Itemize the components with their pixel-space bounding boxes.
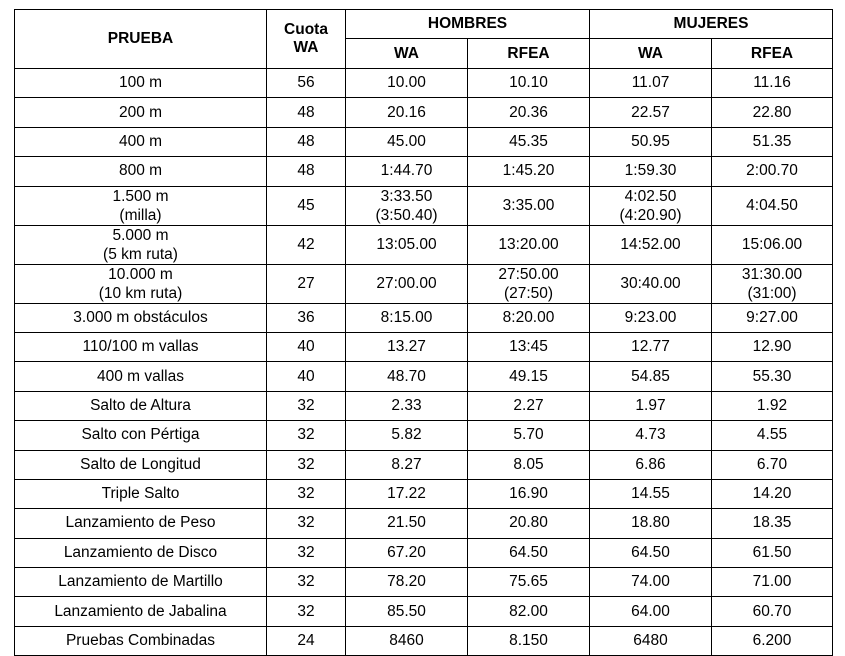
event-cell-line: 800 m — [118, 162, 163, 180]
women-wa-cell — [590, 538, 712, 567]
men-rfea-cell-line: 82.00 — [509, 602, 548, 620]
women-wa-cell-line: 64.50 — [631, 543, 670, 561]
women-rfea-cell — [712, 69, 833, 98]
men-rfea-cell-line: 8.05 — [513, 455, 544, 473]
women-rfea-cell — [712, 450, 833, 479]
event-cell — [15, 332, 267, 361]
men-wa-cell-line: 78.20 — [387, 573, 426, 591]
men-wa-cell-line: 67.20 — [387, 543, 426, 561]
men-wa-cell-line: 2.33 — [391, 396, 422, 414]
quota-cell: 48 — [267, 98, 346, 127]
women-wa-cell — [590, 225, 712, 264]
men-wa-cell-line: 48.70 — [387, 367, 426, 385]
quota-cell: 32 — [267, 450, 346, 479]
women-rfea-cell — [712, 98, 833, 127]
men-rfea-cell — [468, 421, 590, 450]
event-cell-line: Lanzamiento de Jabalina — [54, 602, 227, 620]
event-cell-line: 110/100 m vallas — [82, 338, 199, 356]
quota-cell: 32 — [267, 391, 346, 420]
men-rfea-cell — [468, 362, 590, 391]
quota-cell: 27 — [267, 264, 346, 303]
men-rfea-cell — [468, 225, 590, 264]
women-rfea-cell-line: 12.90 — [752, 338, 792, 356]
women-wa-cell — [590, 509, 712, 538]
women-wa-cell — [590, 127, 712, 156]
women-wa-cell — [590, 157, 712, 186]
men-wa-cell-line: 3:33.50 — [380, 187, 433, 205]
men-rfea-cell-line: 2.27 — [513, 396, 544, 414]
men-rfea-cell-line: 13:45 — [509, 338, 548, 356]
event-cell-line: 400 m vallas — [96, 367, 184, 385]
women-wa-cell-line: 74.00 — [631, 573, 670, 591]
men-rfea-cell — [468, 303, 590, 332]
men-wa-cell — [346, 98, 468, 127]
women-rfea-cell-line: 14.20 — [752, 485, 792, 503]
quota-cell: 32 — [267, 568, 346, 597]
quota-cell: 48 — [267, 157, 346, 186]
women-wa-cell-line: 30:40.00 — [620, 275, 681, 293]
table-body — [15, 69, 833, 656]
women-rfea-cell — [712, 391, 833, 420]
event-cell-line: (10 km ruta) — [98, 284, 183, 302]
men-wa-cell — [346, 597, 468, 626]
men-rfea-cell-line: 8:20.00 — [502, 308, 555, 326]
men-rfea-cell — [468, 69, 590, 98]
event-cell — [15, 421, 267, 450]
women-rfea-cell-line: 2:00.70 — [746, 162, 798, 180]
event-cell-line: 400 m — [118, 132, 163, 150]
women-wa-cell-line: 11.07 — [631, 74, 670, 92]
men-wa-cell — [346, 69, 468, 98]
men-wa-cell-line: 10.00 — [387, 74, 426, 92]
women-rfea-cell-line: 1.92 — [756, 396, 788, 414]
table-row — [15, 225, 833, 264]
women-wa-cell-line: 4:02.50 — [624, 187, 677, 205]
event-cell-line: Lanzamiento de Peso — [65, 514, 216, 532]
event-cell-line: Pruebas Combinadas — [65, 632, 216, 650]
men-rfea-cell — [468, 391, 590, 420]
table-row — [15, 538, 833, 567]
men-wa-cell-line: 21.50 — [387, 514, 426, 532]
women-wa-cell — [590, 69, 712, 98]
women-rfea-cell — [712, 225, 833, 264]
men-rfea-cell — [468, 186, 590, 225]
women-rfea-cell-line: 11.16 — [753, 74, 791, 92]
event-cell — [15, 450, 267, 479]
women-wa-cell-line: 50.95 — [631, 132, 670, 150]
men-rfea-cell-line: 8.150 — [509, 632, 548, 650]
event-cell-line: 3.000 m obstáculos — [73, 308, 208, 326]
table-row — [15, 626, 833, 655]
table-row — [15, 157, 833, 186]
women-wa-cell — [590, 98, 712, 127]
men-rfea-cell-line: 75.65 — [509, 573, 548, 591]
women-rfea-cell — [712, 127, 833, 156]
women-rfea-cell — [712, 538, 833, 567]
men-rfea-cell — [468, 538, 590, 567]
table-row — [15, 479, 833, 508]
women-rfea-cell-line: 9:27.00 — [746, 308, 798, 326]
women-rfea-cell — [712, 597, 833, 626]
event-cell — [15, 626, 267, 655]
table-row — [15, 568, 833, 597]
quota-cell: 32 — [267, 597, 346, 626]
men-wa-cell-line: 45.00 — [387, 132, 426, 150]
header-event-label: PRUEBA — [107, 30, 174, 47]
men-wa-cell — [346, 421, 468, 450]
header-men-label: HOMBRES — [427, 15, 508, 32]
men-rfea-cell — [468, 98, 590, 127]
men-rfea-cell — [468, 626, 590, 655]
women-rfea-cell — [712, 568, 833, 597]
men-wa-cell-line: (3:50.40) — [375, 206, 438, 224]
event-cell — [15, 568, 267, 597]
women-wa-cell-line: 54.85 — [631, 367, 670, 385]
men-wa-cell — [346, 391, 468, 420]
women-rfea-cell — [712, 332, 833, 361]
table-row — [15, 98, 833, 127]
women-rfea-cell — [712, 157, 833, 186]
women-rfea-cell — [712, 626, 833, 655]
event-cell — [15, 157, 267, 186]
men-wa-cell — [346, 626, 468, 655]
event-cell-line: Salto de Altura — [90, 396, 191, 414]
event-cell-line: Lanzamiento de Martillo — [58, 573, 223, 591]
event-cell — [15, 225, 267, 264]
men-wa-cell — [346, 568, 468, 597]
table-row — [15, 264, 833, 303]
table-row — [15, 421, 833, 450]
men-wa-cell-line: 8.27 — [391, 455, 422, 473]
men-rfea-cell-line: 1:45.20 — [502, 162, 555, 180]
event-cell-line: (milla) — [119, 206, 162, 224]
men-rfea-cell-line: 27:50.00 — [498, 265, 559, 283]
men-wa-cell — [346, 264, 468, 303]
women-rfea-cell-line: 71.00 — [752, 573, 792, 591]
event-cell — [15, 186, 267, 225]
table-row — [15, 597, 833, 626]
header-men — [346, 10, 590, 39]
header-quota-line2: WA — [293, 39, 319, 56]
event-cell-line: 5.000 m — [112, 226, 169, 244]
event-cell-line: Lanzamiento de Disco — [63, 543, 218, 561]
women-wa-cell — [590, 626, 712, 655]
women-rfea-cell-line: 55.30 — [752, 367, 792, 385]
men-rfea-cell-line: 16.90 — [509, 485, 548, 503]
men-wa-cell-line: 1:44.70 — [380, 162, 433, 180]
table-row — [15, 450, 833, 479]
men-rfea-cell-line: 49.15 — [509, 367, 548, 385]
men-wa-cell-line: 13:05.00 — [376, 236, 437, 254]
header-women — [590, 10, 833, 39]
women-wa-cell — [590, 186, 712, 225]
women-rfea-cell-line: 6.200 — [752, 632, 792, 650]
women-rfea-cell — [712, 303, 833, 332]
men-rfea-cell-line: 45.35 — [509, 132, 548, 150]
men-rfea-cell-line: 64.50 — [509, 543, 548, 561]
men-rfea-cell-line: (27:50) — [503, 284, 554, 302]
women-rfea-cell-line: 60.70 — [752, 602, 792, 620]
men-rfea-cell — [468, 597, 590, 626]
quota-cell: 32 — [267, 538, 346, 567]
men-rfea-cell-line: 20.36 — [509, 103, 548, 121]
women-wa-cell-line: 22.57 — [631, 103, 670, 121]
header-quota — [267, 10, 346, 69]
women-rfea-cell-line: 6.70 — [756, 455, 788, 473]
men-wa-cell — [346, 538, 468, 567]
women-rfea-cell-line: 61.50 — [752, 543, 792, 561]
men-rfea-cell — [468, 264, 590, 303]
event-cell — [15, 264, 267, 303]
event-cell-line: (5 km ruta) — [103, 245, 178, 263]
quota-cell: 32 — [267, 509, 346, 538]
women-rfea-cell-line: 15:06.00 — [741, 236, 803, 254]
men-wa-cell-line: 17.22 — [387, 485, 426, 503]
men-rfea-cell — [468, 332, 590, 361]
men-rfea-cell-line: 20.80 — [509, 514, 548, 532]
women-wa-cell — [590, 362, 712, 391]
header-men-wa: WA — [346, 39, 468, 69]
men-wa-cell-line: 8460 — [389, 632, 424, 650]
table-row — [15, 127, 833, 156]
women-wa-cell-line: 1.97 — [635, 396, 666, 414]
table-row — [15, 186, 833, 225]
event-cell-line: 10.000 m — [108, 265, 173, 283]
men-wa-cell-line: 27:00.00 — [376, 275, 437, 293]
men-rfea-cell — [468, 127, 590, 156]
men-rfea-cell — [468, 509, 590, 538]
men-wa-cell — [346, 332, 468, 361]
table-row — [15, 303, 833, 332]
header-women-rfea: RFEA — [712, 39, 833, 69]
women-rfea-cell-line: 22.80 — [752, 103, 792, 121]
quota-cell: 36 — [267, 303, 346, 332]
event-cell — [15, 127, 267, 156]
women-wa-cell-line: 64.00 — [631, 602, 670, 620]
women-wa-cell — [590, 597, 712, 626]
header-women-wa: WA — [590, 39, 712, 69]
women-wa-cell — [590, 332, 712, 361]
header-men-rfea: RFEA — [468, 39, 590, 69]
men-wa-cell — [346, 157, 468, 186]
men-wa-cell — [346, 450, 468, 479]
men-rfea-cell-line: 3:35.00 — [502, 197, 555, 215]
header-row-top — [15, 10, 833, 39]
quota-cell: 48 — [267, 127, 346, 156]
quota-cell: 40 — [267, 332, 346, 361]
quota-cell: 42 — [267, 225, 346, 264]
men-rfea-cell-line: 10.10 — [509, 74, 548, 92]
men-rfea-cell — [468, 568, 590, 597]
event-cell — [15, 98, 267, 127]
event-cell — [15, 303, 267, 332]
header-quota-line1: Cuota — [284, 21, 328, 38]
header-event — [15, 10, 267, 69]
header-women-label: MUJERES — [673, 15, 749, 32]
quota-cell: 45 — [267, 186, 346, 225]
women-rfea-cell — [712, 421, 833, 450]
table-row — [15, 332, 833, 361]
men-wa-cell — [346, 186, 468, 225]
quota-cell: 24 — [267, 626, 346, 655]
event-cell-line: Salto de Longitud — [80, 455, 201, 473]
event-cell — [15, 391, 267, 420]
event-cell-line: Triple Salto — [101, 485, 180, 503]
women-rfea-cell-line: 4:04.50 — [746, 197, 798, 215]
women-rfea-cell-line: 4.55 — [756, 426, 788, 444]
quota-cell: 56 — [267, 69, 346, 98]
event-cell — [15, 479, 267, 508]
women-wa-cell-line: 4.73 — [635, 426, 666, 444]
event-cell-line: Salto con Pértiga — [81, 426, 200, 444]
men-wa-cell-line: 5.82 — [391, 426, 422, 444]
women-rfea-cell — [712, 186, 833, 225]
men-wa-cell — [346, 362, 468, 391]
quota-cell: 32 — [267, 479, 346, 508]
women-wa-cell-line: 6480 — [633, 632, 668, 650]
women-wa-cell-line: 14:52.00 — [620, 236, 681, 254]
women-rfea-cell-line: 31:30.00 — [741, 265, 803, 283]
event-cell — [15, 362, 267, 391]
women-wa-cell — [590, 421, 712, 450]
women-rfea-cell-line: (31:00) — [747, 284, 797, 302]
marks-table — [14, 9, 833, 656]
men-wa-cell — [346, 303, 468, 332]
men-rfea-cell — [468, 479, 590, 508]
quota-cell: 40 — [267, 362, 346, 391]
women-wa-cell — [590, 391, 712, 420]
women-wa-cell-line: (4:20.90) — [619, 206, 682, 224]
women-rfea-cell-line: 18.35 — [752, 514, 792, 532]
table-row — [15, 362, 833, 391]
event-cell — [15, 538, 267, 567]
event-cell — [15, 597, 267, 626]
women-wa-cell — [590, 479, 712, 508]
men-wa-cell — [346, 479, 468, 508]
women-wa-cell — [590, 568, 712, 597]
men-wa-cell — [346, 225, 468, 264]
women-wa-cell-line: 6.86 — [635, 455, 666, 473]
event-cell-line: 1.500 m — [112, 187, 169, 205]
men-rfea-cell — [468, 450, 590, 479]
event-cell — [15, 69, 267, 98]
table-row — [15, 69, 833, 98]
men-wa-cell — [346, 127, 468, 156]
table-row — [15, 391, 833, 420]
women-wa-cell-line: 14.55 — [631, 485, 670, 503]
women-rfea-cell-line: 51.35 — [752, 132, 792, 150]
event-cell — [15, 509, 267, 538]
event-cell-line: 200 m — [118, 103, 163, 121]
men-wa-cell-line: 85.50 — [387, 602, 426, 620]
men-wa-cell-line: 20.16 — [387, 103, 426, 121]
women-wa-cell-line: 1:59.30 — [624, 162, 677, 180]
men-rfea-cell-line: 13:20.00 — [498, 236, 559, 254]
women-wa-cell — [590, 264, 712, 303]
women-wa-cell-line: 18.80 — [631, 514, 670, 532]
women-wa-cell-line: 9:23.00 — [624, 308, 677, 326]
women-wa-cell — [590, 450, 712, 479]
women-rfea-cell — [712, 264, 833, 303]
quota-cell: 32 — [267, 421, 346, 450]
women-rfea-cell — [712, 362, 833, 391]
men-wa-cell-line: 13.27 — [387, 338, 426, 356]
men-rfea-cell-line: 5.70 — [513, 426, 544, 444]
women-wa-cell-line: 12.77 — [631, 338, 670, 356]
men-wa-cell-line: 8:15.00 — [380, 308, 433, 326]
women-wa-cell — [590, 303, 712, 332]
table-row — [15, 509, 833, 538]
event-cell-line: 100 m — [118, 74, 163, 92]
women-rfea-cell — [712, 509, 833, 538]
men-rfea-cell — [468, 157, 590, 186]
women-rfea-cell — [712, 479, 833, 508]
men-wa-cell — [346, 509, 468, 538]
